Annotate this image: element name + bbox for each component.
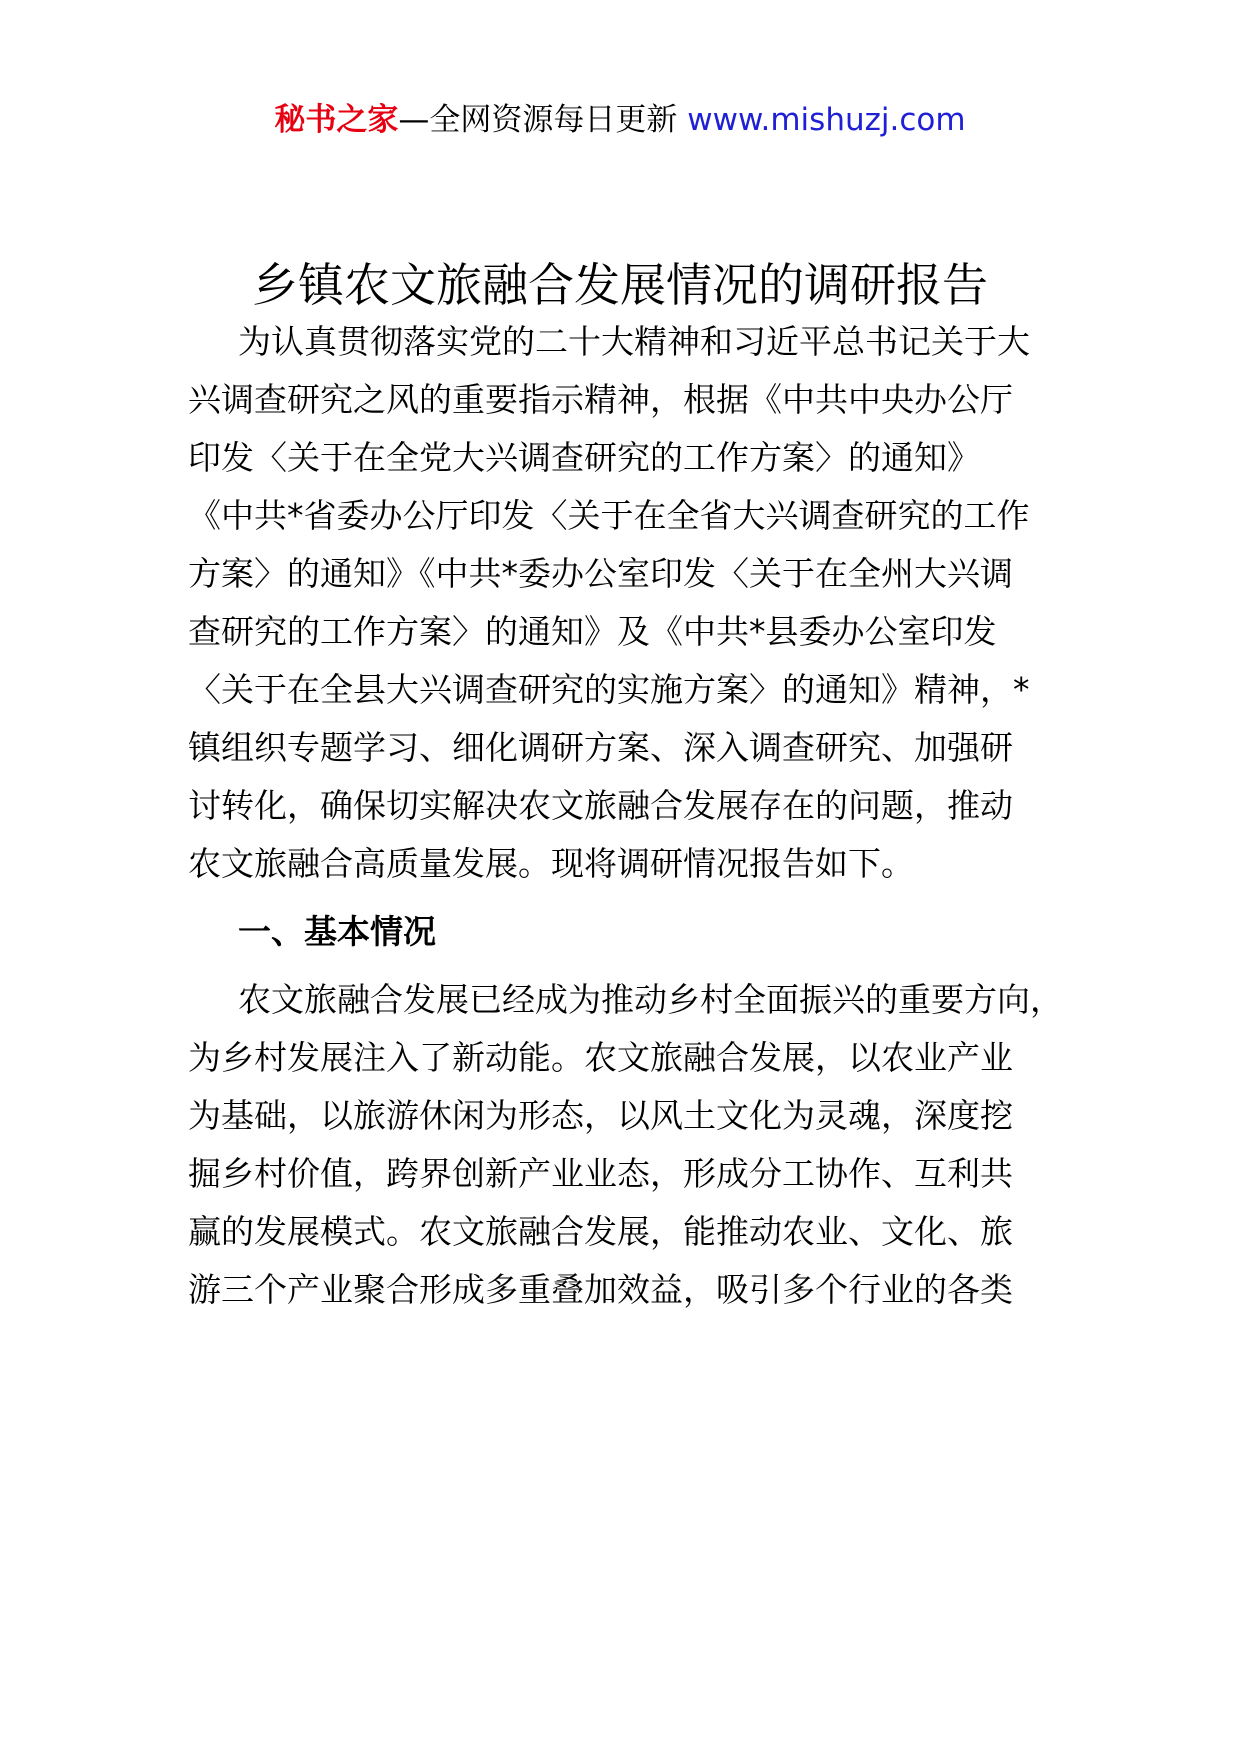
intro-line: 农文旅融合高质量发展。现将调研情况报告如下。	[188, 844, 914, 883]
intro-line: 印发〈关于在全党大兴调查研究的工作方案〉的通知》	[188, 438, 980, 477]
section-line: 游三个产业聚合形成多重叠加效益，吸引多个行业的各类	[188, 1270, 1013, 1309]
intro-line: 为认真贯彻落实党的二十大精神和习近平总书记关于大	[238, 322, 1030, 361]
site-url-link[interactable]: www.mishuzj.com	[687, 102, 966, 138]
intro-line: 兴调查研究之风的重要指示精神，根据《中共中央办公厅	[188, 380, 1013, 419]
section-heading: 一、基本情况	[238, 912, 436, 951]
section-line: 赢的发展模式。农文旅融合发展，能推动农业、文化、旅	[188, 1212, 1013, 1251]
section-line: 掘乡村价值，跨界创新产业业态，形成分工协作、互利共	[188, 1154, 1013, 1193]
brand-name: 秘书之家	[274, 102, 399, 138]
intro-line: 《中共*省委办公厅印发〈关于在全省大兴调查研究的工作	[188, 496, 1030, 535]
intro-line: 讨转化，确保切实解决农文旅融合发展存在的问题，推动	[188, 786, 1013, 825]
intro-line: 〈关于在全县大兴调查研究的实施方案〉的通知》精神，*	[188, 670, 1030, 709]
document-title: 乡镇农文旅融合发展情况的调研报告	[252, 258, 988, 312]
intro-line: 查研究的工作方案〉的通知》及《中共*县委办公室印发	[188, 612, 997, 651]
site-header	[0, 100, 1240, 140]
section-line: 为基础，以旅游休闲为形态，以风土文化为灵魂，深度挖	[188, 1096, 1013, 1135]
header-tagline: —全网资源每日更新	[398, 102, 678, 138]
section-line: 农文旅融合发展已经成为推动乡村全面振兴的重要方向，	[238, 980, 1063, 1019]
intro-line: 镇组织专题学习、细化调研方案、深入调查研究、加强研	[188, 728, 1013, 767]
intro-line: 方案〉的通知》《中共*委办公室印发〈关于在全州大兴调	[188, 554, 1013, 593]
section-line: 为乡村发展注入了新动能。农文旅融合发展，以农业产业	[188, 1038, 1013, 1077]
